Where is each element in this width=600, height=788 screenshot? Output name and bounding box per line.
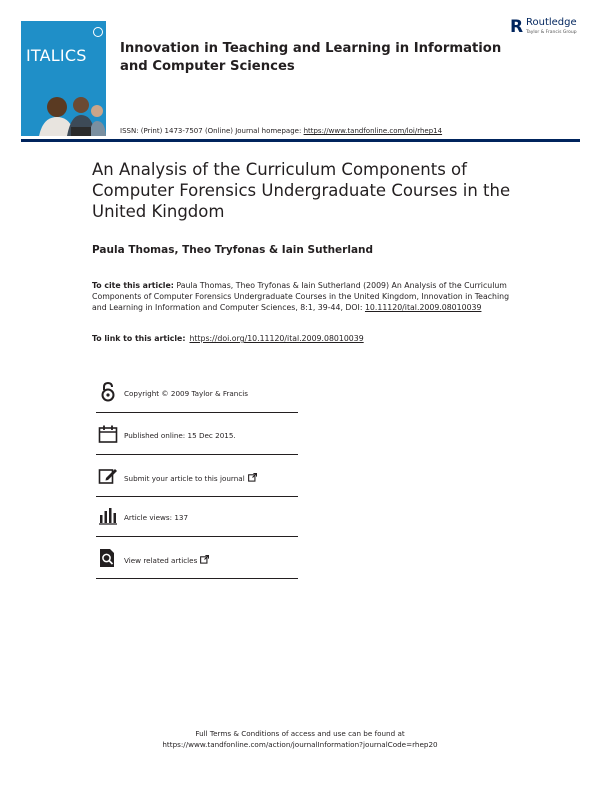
article-title: An Analysis of the Curriculum Components of Computer Forensics Undergraduate Courses in the United Kingdom — [92, 160, 511, 221]
journal-cover — [21, 21, 106, 136]
footer-terms-link[interactable]: https://www.tandfonline.com/action/journalInformation?journalCode=rhep20 — [162, 740, 438, 749]
issn-text: ISSN: (Print) 1473-7507 (Online) Journal homepage: — [120, 127, 304, 135]
logo-text: Routledge — [526, 17, 577, 28]
info-related-row[interactable] — [96, 538, 298, 579]
article-link-line — [92, 334, 364, 343]
journal-title: Innovation in Teaching and Learning in Information and Computer Sciences — [120, 41, 502, 74]
cover-photo — [33, 91, 106, 136]
copyright-text: Copyright © 2009 Taylor & Francis — [124, 389, 249, 398]
published-date: Published online: 15 Dec 2015. — [124, 431, 236, 440]
logo-subtext: Taylor & Francis Group — [526, 30, 577, 35]
article-doi-link[interactable]: https://doi.org/10.11120/ital.2009.08010039 — [189, 334, 364, 343]
info-submit-row[interactable] — [96, 456, 298, 497]
routledge-r-icon: R — [510, 17, 524, 37]
open-lock-icon — [98, 382, 118, 402]
info-copyright-row — [96, 372, 298, 413]
citation-text: Paula Thomas, Theo Tryfonas & Iain Sutherland (2009) An Analysis of the Curriculum Components of Computer Forensics Undergraduate Courses in the United Kingdom, Innovation in Teaching and Learning in Information and Computer Sciences, 8:1, 39-44, DOI: — [92, 281, 510, 313]
external-link-icon — [248, 473, 257, 482]
citation — [92, 280, 522, 314]
related-articles-text: View related articles — [124, 556, 198, 565]
edit-icon — [98, 466, 118, 486]
citation-doi[interactable]: 10.11120/ital.2009.08010039 — [364, 303, 482, 313]
related-search-icon — [98, 548, 118, 568]
article-views: Article views: 137 — [124, 513, 189, 522]
submit-article-link[interactable] — [124, 473, 257, 483]
publisher-logo[interactable] — [510, 16, 588, 40]
cover-mark-icon — [93, 27, 103, 37]
citation-label: To cite this article: — [92, 281, 174, 290]
article-link-label: To link to this article: — [92, 334, 186, 343]
submit-article-text: Submit your article to this journal — [124, 474, 245, 483]
bar-chart-icon — [98, 506, 118, 526]
calendar-icon — [98, 424, 118, 444]
external-link-icon — [200, 555, 209, 564]
cover-title: ITALICS — [26, 46, 87, 65]
related-articles-link[interactable] — [124, 555, 209, 565]
info-views-row — [96, 496, 298, 537]
info-published-row — [96, 414, 298, 455]
footer — [0, 728, 600, 750]
issn-line — [120, 127, 442, 135]
journal-homepage-link[interactable]: https://www.tandfonline.com/loi/rhep14 — [303, 127, 443, 135]
article-authors: Paula Thomas, Theo Tryfonas & Iain Sutherland — [92, 244, 374, 256]
footer-terms-text: Full Terms & Conditions of access and use can be found at — [195, 729, 405, 738]
header-rule — [21, 139, 580, 142]
